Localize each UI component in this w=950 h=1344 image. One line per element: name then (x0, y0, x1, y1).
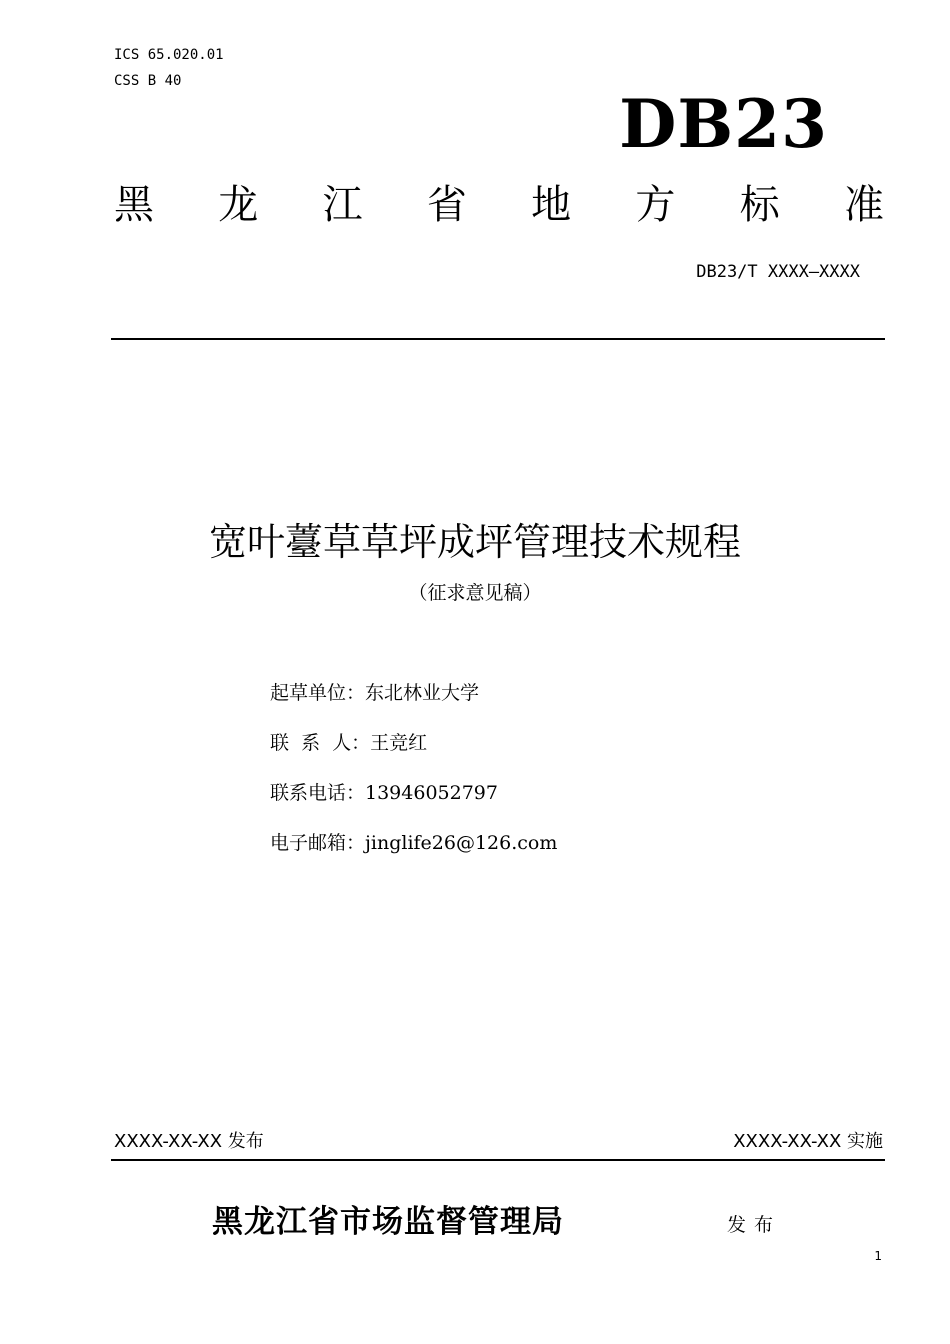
standard-name-char: 省 (426, 182, 467, 228)
contact-person: 联 系 人：王竞红 (270, 732, 428, 754)
bottom-divider (111, 1159, 885, 1161)
standard-name-char: 龙 (218, 182, 259, 228)
document-subtitle: （征求意见稿） (408, 582, 542, 604)
standard-name-char: 方 (635, 182, 676, 228)
page-number: 1 (874, 1249, 882, 1263)
ics-code: ICS 65.020.01 (114, 47, 224, 63)
standard-name-char: 黑 (114, 182, 154, 228)
top-divider (111, 338, 885, 340)
standard-name (114, 180, 884, 230)
issue-label: 发布 (727, 1214, 782, 1236)
css-code: CSS B 40 (114, 73, 182, 89)
contact-phone: 联系电话：13946052797 (270, 782, 498, 804)
standard-name-char: 江 (322, 182, 363, 228)
standard-name-char: 标 (739, 182, 780, 228)
issuing-authority: 黑龙江省市场监督管理局 (212, 1204, 564, 1240)
db23-logo: DB23 (619, 85, 828, 163)
effective-date: XXXX-XX-XX 实施 (733, 1131, 883, 1152)
drafting-unit: 起草单位：东北林业大学 (270, 682, 480, 704)
publish-date: XXXX-XX-XX 发布 (114, 1131, 264, 1152)
standard-name-char: 准 (843, 182, 884, 228)
contact-email: 电子邮箱：jinglife26@126.com (270, 832, 558, 854)
standard-name-char: 地 (531, 182, 572, 228)
document-title: 宽叶薹草草坪成坪管理技术规程 (208, 520, 741, 564)
standard-code: DB23/T XXXX—XXXX (696, 262, 860, 282)
